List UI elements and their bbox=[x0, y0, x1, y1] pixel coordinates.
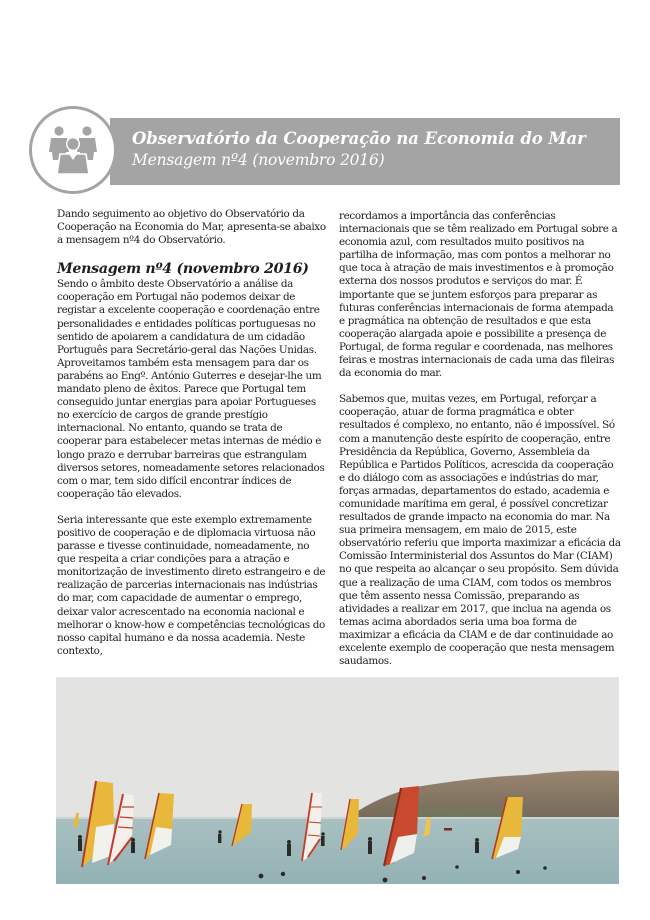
body-paragraph: Sendo o âmbito deste Observatório a análise da cooperação em Portugal não podemos deixar de registar a excelente cooperação e coordenação entre personalidades e entidades políticas portuguesas no sentido de apoiarem a candidatura de um cidadão Português para Secretário-geral das Nações Unidas. Aproveitamos também esta mensagem para dar os parabéns ao Engº. António Guterres e desejar-lhe um mandato pleno de êxitos. Parece que Portugal tem conseguido juntar energias para apoiar Portugueses no exercício de cargos de grande prestígio internacional. No entanto, quando se trata de cooperar para estabelecer metas internas de médio e longo prazo e derrubar barreiras que estrangulam diversos setores, nomeadamente setores relacionados com o mar, tem sido difícil encontrar índices de cooperação tão elevados. bbox=[57, 278, 325, 500]
body-paragraph: recordamos a importância das conferências internacionais que se têm realizado em Portugal sobre a economia azul, com resultados muito positivos na partilha de informação, mas com pontos a melhorar no que toca à atração de mais investimentos e à promoção externa dos nossos produtos e serviços do mar. É importante que se juntem esforços para preparar as futuras conferências internacionais de forma atempada e pragmática na obtenção de resultados e que esta cooperação alargada apoie e possibilite a presença de Portugal, de forma regular e coordenada, nas melhores feiras e mostras internacionais de cada uma das fileiras da economia do mar. bbox=[339, 210, 618, 380]
intro-paragraph: Dando seguimento ao objetivo do Observatório da Cooperação na Economia do Mar, apresenta-se abaixo a mensagem nº4 do Observatório. bbox=[57, 208, 326, 247]
windsurfers-illustration bbox=[56, 677, 619, 884]
people-group-icon bbox=[45, 122, 101, 178]
left-column bbox=[57, 208, 327, 658]
windsurfers-photo bbox=[56, 677, 619, 884]
sea bbox=[56, 817, 619, 884]
newsletter-title: Observatório da Cooperação na Economia do Mar bbox=[132, 129, 586, 148]
right-column bbox=[339, 210, 621, 731]
section-title: Mensagem nº4 (novembro 2016) bbox=[57, 261, 309, 278]
newsletter-subtitle: Mensagem nº4 (novembro 2016) bbox=[132, 151, 385, 169]
logo-badge bbox=[29, 106, 117, 194]
body-paragraph: Seria interessante que este exemplo extremamente positivo de cooperação e de diplomacia virtuosa não parasse e tivesse continuidade, nomeadamente, no que respeita a criar condições para a atração e monitorização de investimento direto estrangeiro e de realização de parcerias internacionais nas indústrias do mar, com capacidade de aumentar o emprego, deixar valor acrescentado na economia nacional e melhorar o know-how e competências tecnológicas do nosso capital humano e da nossa academia. Neste contexto, bbox=[57, 513, 326, 657]
body-paragraph: Sabemos que, muitas vezes, em Portugal, reforçar a cooperação, atuar de forma pragmática e obter resultados é complexo, no entanto, não é impossível. Só com a manutenção deste espírito de cooperação, entre Presidência da República, Governo, Assembleia da República e Partidos Políticos, acrescida da cooperação e do diálogo com as associações e indústrias do mar, forças armadas, departamentos do estado, academia e comunidade marítima em geral, é possível concretizar resultados de grande impacto na economia do mar. Na sua primeira mensagem, em maio de 2015, este observatório referiu que importa maximizar a eficácia da Comissão Interministerial dos Assuntos do Mar (CIAM) no que respeita ao alcançar o seu propósito. Sem dúvida que a realização de uma CIAM, com todos os membros que têm assento nessa Comissão, preparando as atividades a realizar em 2017, que inclua na agenda os temas acima abordados seria uma boa forma de maximizar a eficácia da CIAM e de dar continuidade ao excelente exemplo de cooperação que nesta mensagem saudamos. bbox=[339, 393, 621, 668]
